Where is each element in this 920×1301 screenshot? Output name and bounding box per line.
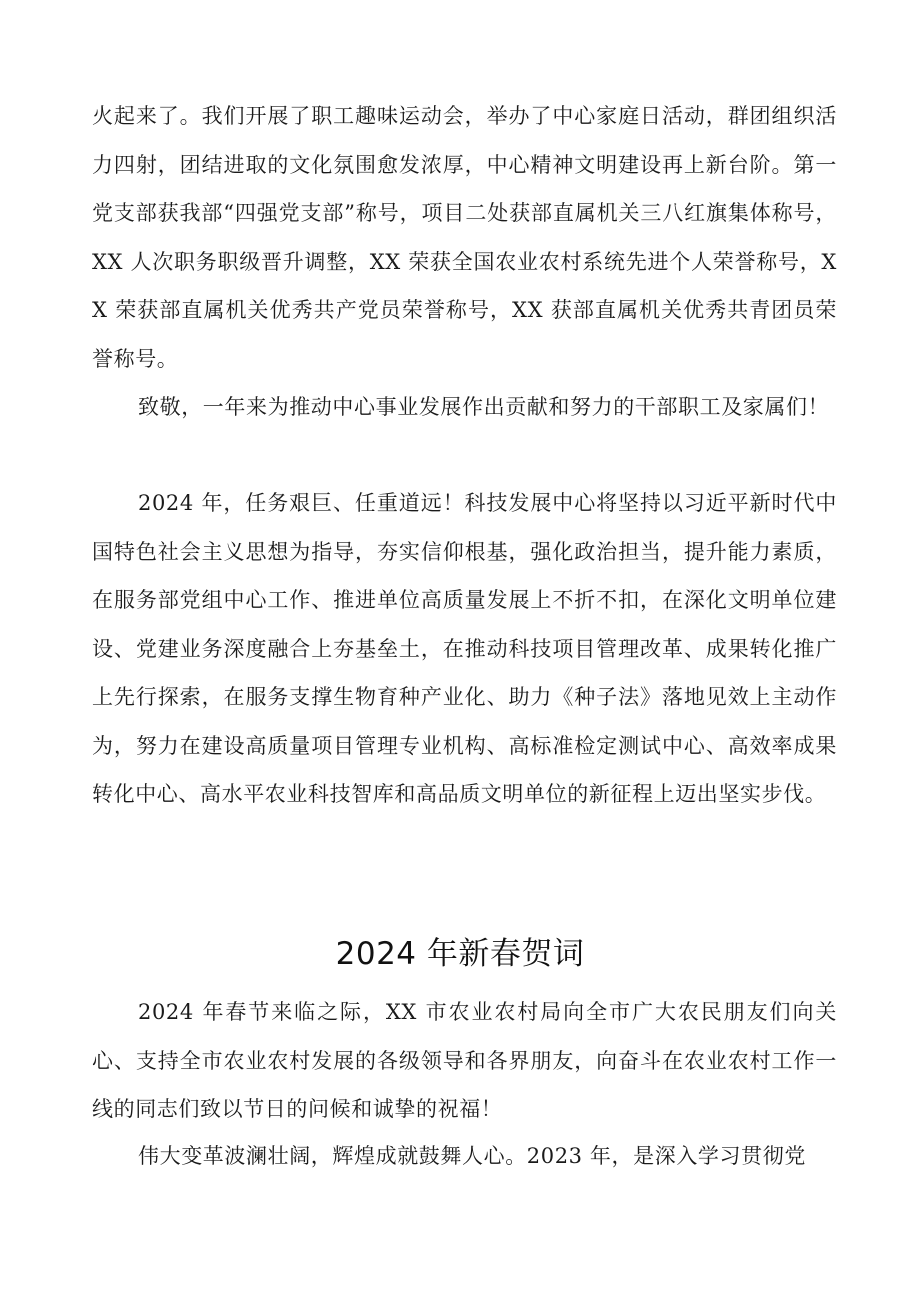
paragraph-spring-greeting: 2024 年春节来临之际，XX 市农业农村局向全市广大农民朋友们向关心、支持全市农业农村发展的各级领导和各界朋友，向奋斗在农业农村工作一线的同志们致以节日的问候和诚挚的祝福！ bbox=[92, 1000, 837, 1121]
paragraph-tribute: 致敬，一年来为推动中心事业发展作出贡献和努力的干部职工及家属们！ bbox=[138, 395, 830, 419]
paragraph-achievements: 火起来了。我们开展了职工趣味运动会，举办了中心家庭日活动，群团组织活力四射，团结进取的文化氛围愈发浓厚，中心精神文明建设再上新台阶。第一党支部获我部“四强党支部”称号，项目二处获部直属机关三八红旗集体称号，XX 人次职务职级晋升调整，XX 荣获全国农业农村系统先进个人荣誉称号，XX 荣获部直属机关优秀共产党员荣誉称号，XX 获部直属机关优秀共青团员荣誉称号。 bbox=[92, 104, 837, 371]
section-title: 2024 年新春贺词 bbox=[335, 936, 585, 972]
paragraph-2024-outlook: 2024 年，任务艰巨、任重道远！科技发展中心将坚持以习近平新时代中国特色社会主义思想为指导，夯实信仰根基，强化政治担当，提升能力素质，在服务部党组中心工作、推进单位高质量发展上不折不扣，在深化文明单位建设、党建业务深度融合上夯基垒土，在推动科技项目管理改革、成果转化推广上先行探索，在服务支撑生物育种产业化、助力《种子法》落地见效上主动作为，努力在建设高质量项目管理专业机构、高标准检定测试中心、高效率成果转化中心、高水平农业科技智库和高品质文明单位的新征程上迈出坚实步伐。 bbox=[92, 491, 837, 806]
paragraph-great-changes: 伟大变革波澜壮阔，辉煌成就鼓舞人心。2023 年，是深入学习贯彻党 bbox=[138, 1144, 806, 1168]
